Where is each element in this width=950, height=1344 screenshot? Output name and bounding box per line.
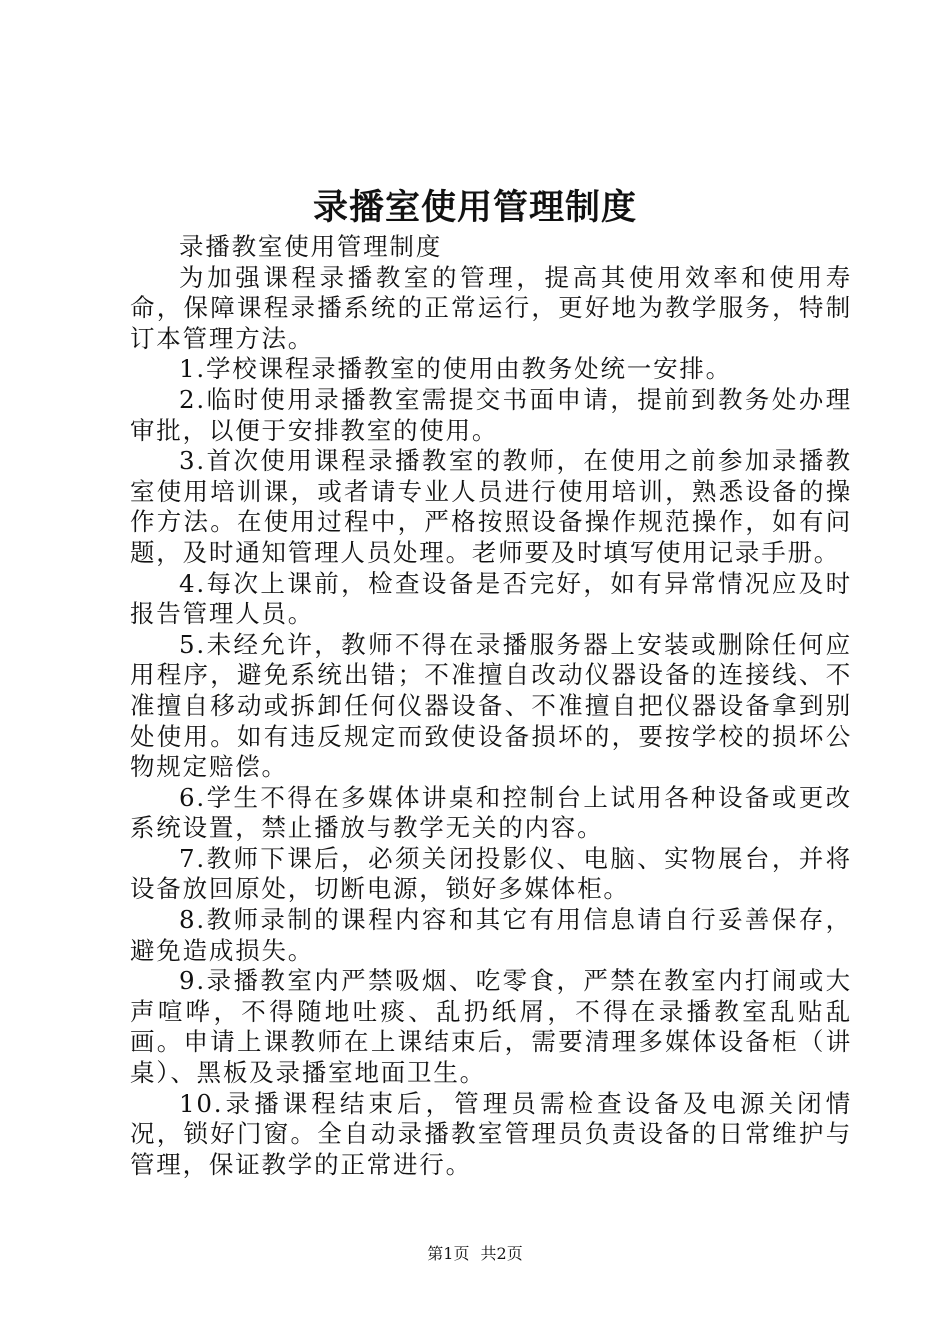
paragraph-intro: 为加强课程录播教室的管理，提高其使用效率和使用寿命，保障课程录播系统的正常运行，更好地为教学服务，特制订本管理方法。 bbox=[130, 262, 852, 353]
paragraph-subtitle: 录播教室使用管理制度 bbox=[179, 232, 442, 261]
document-title: 录播室使用管理制度 bbox=[312, 187, 637, 228]
paragraph-rule-10: 10.录播课程结束后，管理员需检查设备及电源关闭情况，锁好门窗。全自动录播教室管理员负责设备的日常维护与管理，保证教学的正常进行。 bbox=[130, 1088, 852, 1179]
paragraph-rule-6: 6.学生不得在多媒体讲桌和控制台上试用各种设备或更改系统设置，禁止播放与教学无关的内容。 bbox=[130, 782, 852, 843]
paragraph-rule-4: 4.每次上课前，检查设备是否完好，如有异常情况应及时报告管理人员。 bbox=[130, 568, 852, 629]
paragraph-rule-7: 7.教师下课后，必须关闭投影仪、电脑、实物展台，并将设备放回原处，切断电源，锁好多媒体柜。 bbox=[130, 843, 852, 904]
document-body bbox=[130, 232, 852, 1180]
paragraph-rule-9: 9.录播教室内严禁吸烟、吃零食，严禁在教室内打闹或大声喧哗，不得随地吐痰、乱扔纸屑，不得在录播教室乱贴乱画。申请上课教师在上课结束后，需要清理多媒体设备柜（讲桌）、黑板及录播室地面卫生。 bbox=[130, 966, 852, 1088]
page-total: 共2页 bbox=[480, 1244, 523, 1263]
paragraph-rule-5: 5.未经允许，教师不得在录播服务器上安装或删除任何应用程序，避免系统出错；不准擅自改动仪器设备的连接线、不准擅自移动或拆卸任何仪器设备、不准擅自把仪器设备拿到别处使用。如有违反规定而致使设备损坏的，要按学校的损坏公物规定赔偿。 bbox=[130, 629, 852, 782]
page-footer bbox=[0, 1243, 950, 1265]
page-number: 第1页 bbox=[427, 1244, 470, 1263]
paragraph-rule-2: 2.临时使用录播教室需提交书面申请，提前到教务处办理审批，以便于安排教室的使用。 bbox=[130, 384, 852, 445]
paragraph-rule-8: 8.教师录制的课程内容和其它有用信息请自行妥善保存，避免造成损失。 bbox=[130, 905, 852, 965]
paragraph-rule-3: 3.首次使用课程录播教室的教师，在使用之前参加录播教室使用培训课，或者请专业人员进行使用培训，熟悉设备的操作方法。在使用过程中，严格按照设备操作规范操作，如有问题，及时通知管理人员处理。老师要及时填写使用记录手册。 bbox=[130, 446, 852, 567]
paragraph-rule-1: 1.学校课程录播教室的使用由教务处统一安排。 bbox=[179, 354, 732, 384]
